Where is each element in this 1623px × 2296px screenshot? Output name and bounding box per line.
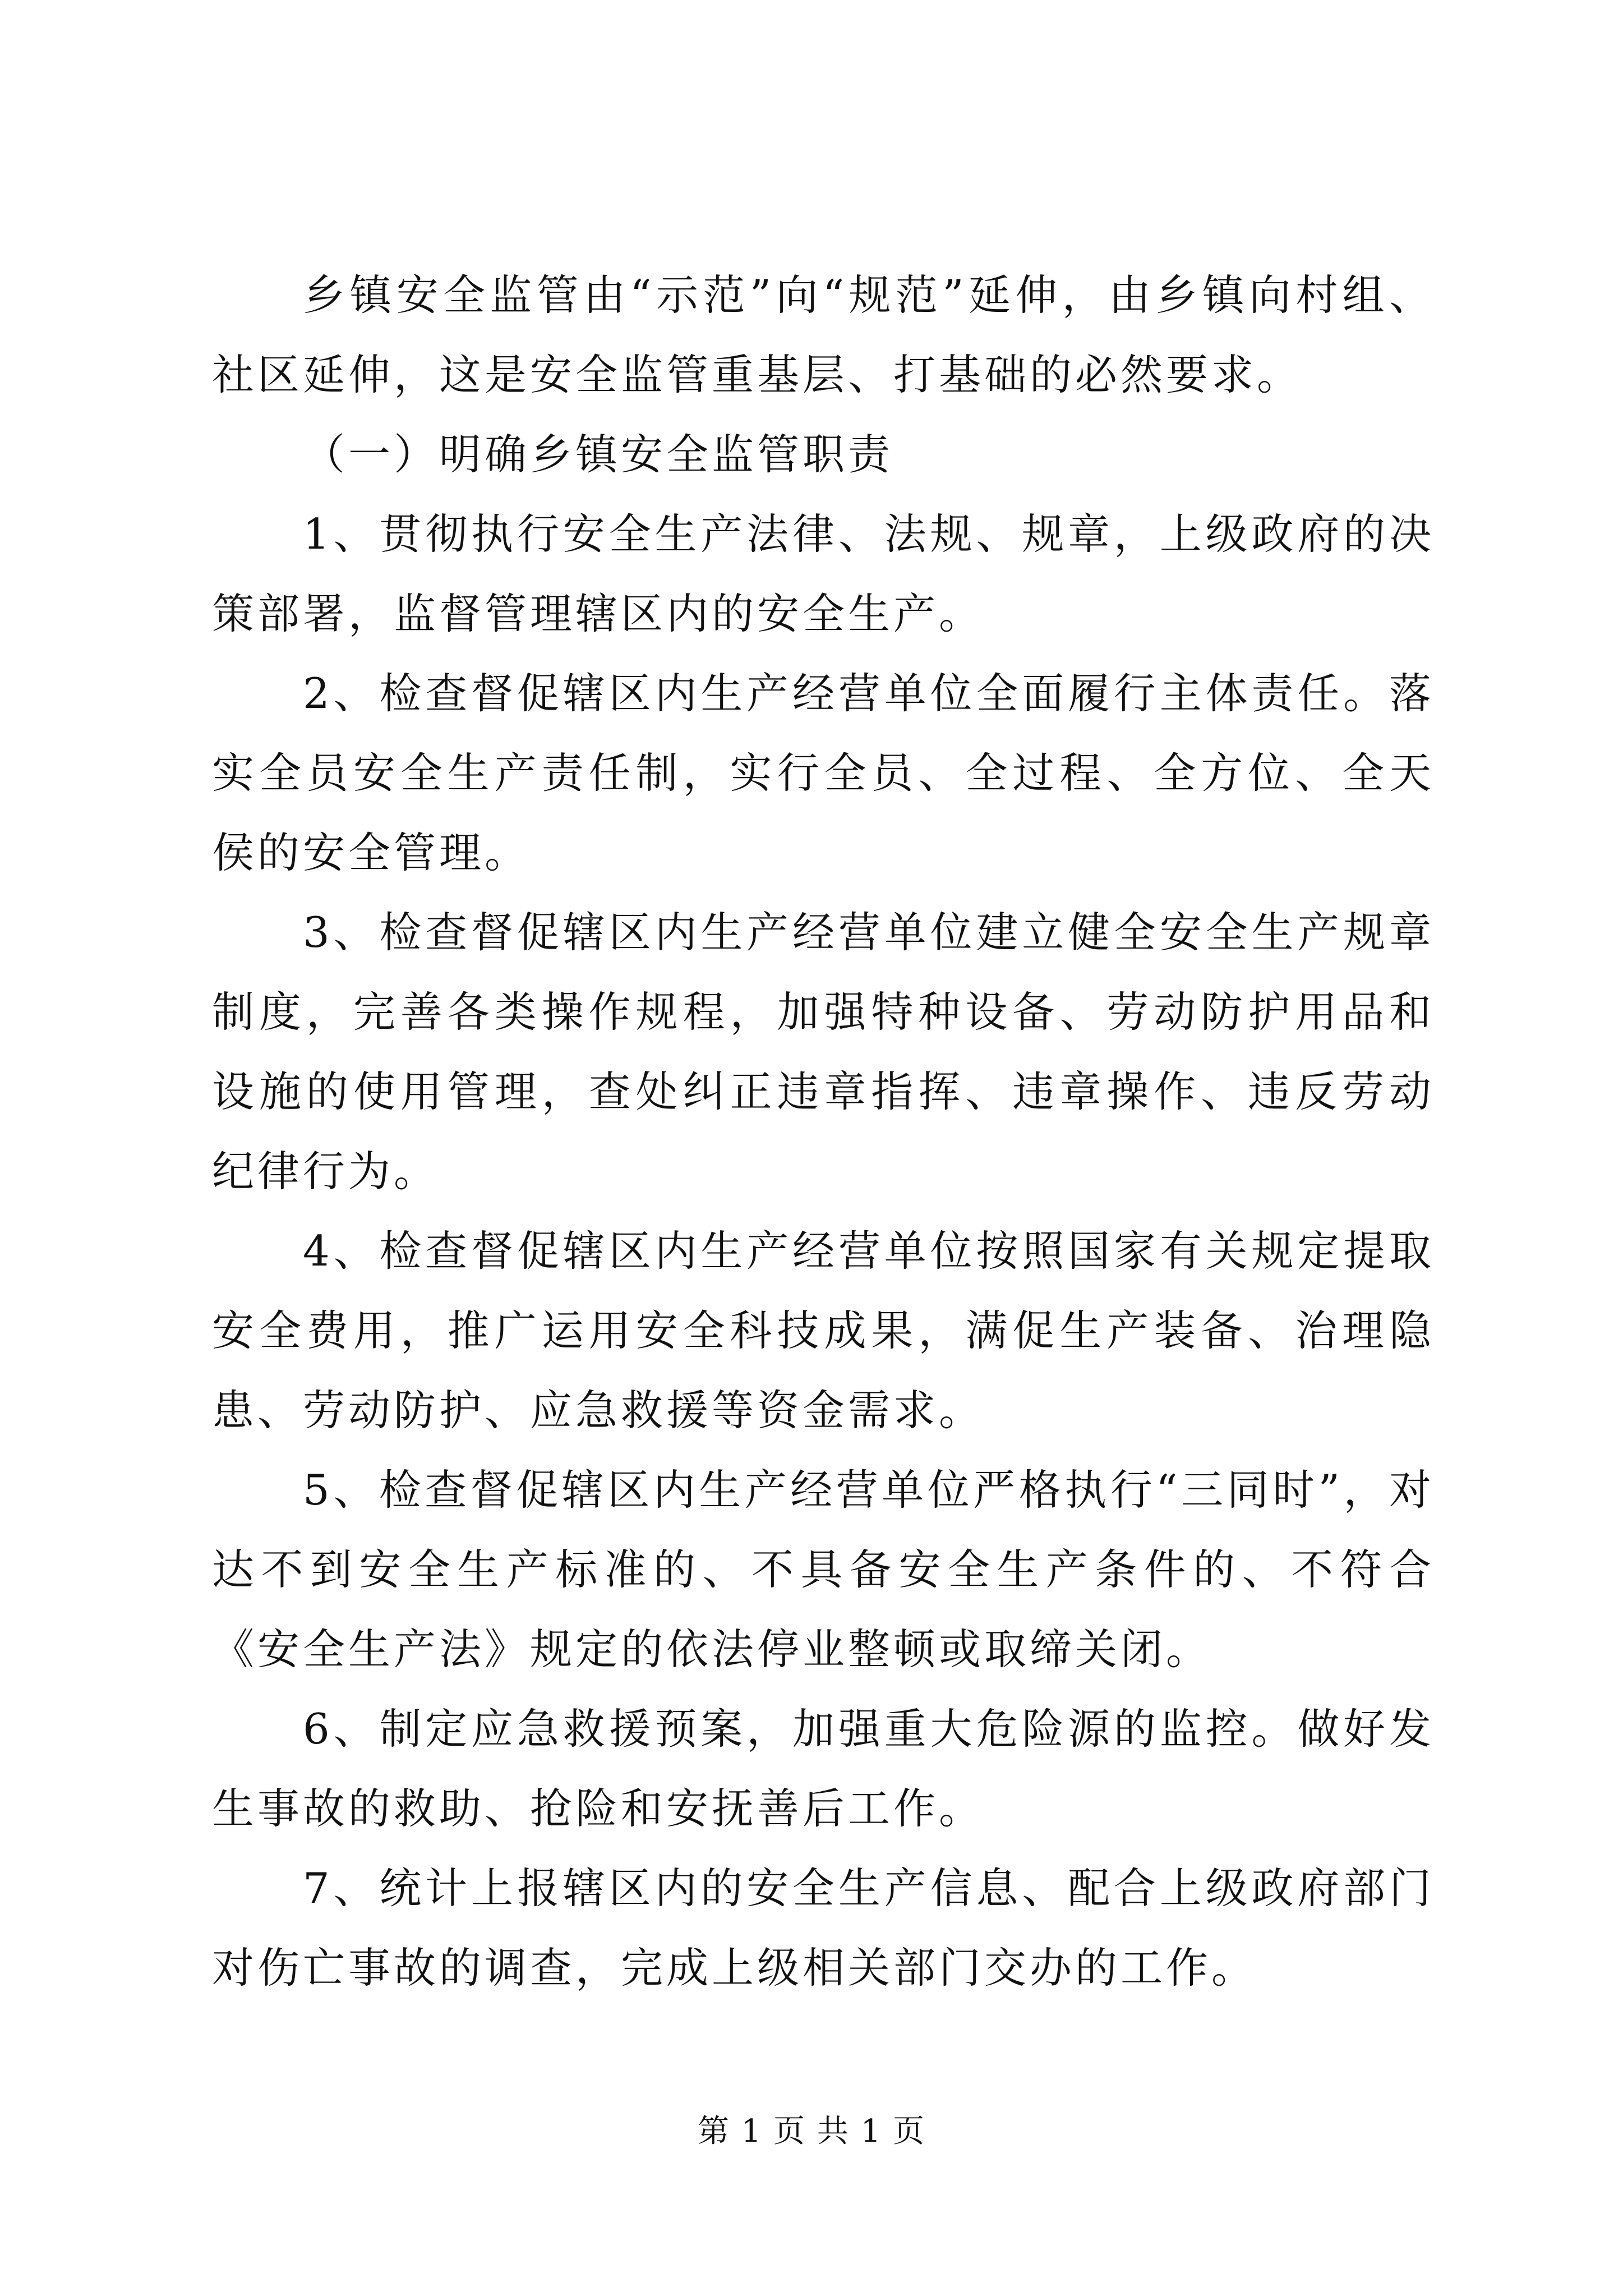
list-item: 4、检查督促辖区内生产经营单位按照国家有关规定提取安全费用，推广运用安全科技成果，满促生产装备、治理隐患、劳动防护、应急救援等资金需求。	[212, 1226, 1435, 1435]
section-heading: （一）明确乡镇安全监管职责	[303, 430, 894, 479]
intro-paragraph: 乡镇安全监管由“示范”向“规范”延伸，由乡镇向村组、社区延伸，这是安全监管重基层、打基础的必然要求。	[212, 270, 1435, 399]
document-body	[212, 255, 1435, 2008]
list-item: 7、统计上报辖区内的安全生产信息、配合上级政府部门对伤亡事故的调查，完成上级相关部门交办的工作。	[212, 1864, 1435, 1993]
list-item: 6、制定应急救援预案，加强重大危险源的监控。做好发生事故的救助、抢险和安抚善后工作。	[212, 1704, 1435, 1833]
list-item: 2、检查督促辖区内生产经营单位全面履行主体责任。落实全员安全生产责任制，实行全员、全过程、全方位、全天侯的安全管理。	[212, 669, 1435, 877]
list-item: 5、检查督促辖区内生产经营单位严格执行“三同时”，对达不到安全生产标准的、不具备安全生产条件的、不符合《安全生产法》规定的依法停业整顿或取缔关闭。	[212, 1465, 1435, 1674]
list-item: 3、检查督促辖区内生产经营单位建立健全安全生产规章制度，完善各类操作规程，加强特种设备、劳动防护用品和设施的使用管理，查处纠正违章指挥、违章操作、违反劳动纪律行为。	[212, 908, 1435, 1196]
list-item: 1、贯彻执行安全生产法律、法规、规章，上级政府的决策部署，监督管理辖区内的安全生产。	[212, 509, 1435, 638]
page-number-footer: 第 1 页 共 1 页	[697, 2113, 926, 2150]
